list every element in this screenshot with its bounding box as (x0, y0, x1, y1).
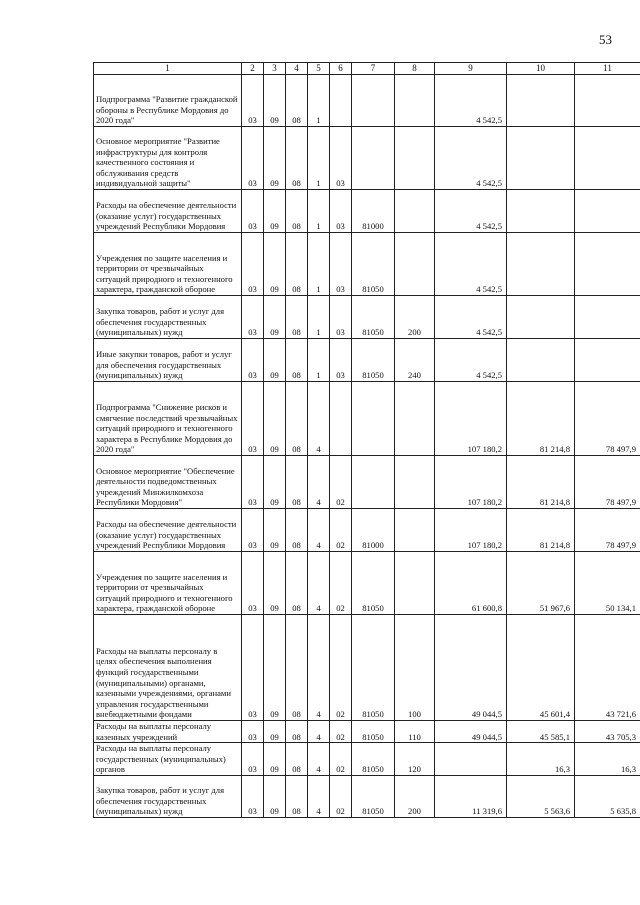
amount-cell: 107 180,2 (435, 382, 507, 456)
code-cell: 03 (242, 127, 264, 190)
amount-cell (575, 339, 640, 382)
amount-cell (575, 127, 640, 190)
amount-cell: 50 134,1 (575, 552, 640, 615)
code-cell: 03 (330, 339, 352, 382)
row-name-cell: Расходы на обеспечение деятельности (оказание услуг) государственных учреждений Республики Мордовия (94, 190, 242, 233)
row-name-cell: Расходы на выплаты персоналу в целях обеспечения выполнения функций государственными (муниципальными) органами, казенными учреждениями, органами управления государственными внебюджетными фондами (94, 615, 242, 721)
row-name-cell: Учреждения по защите населения и территории от чрезвычайных ситуаций природного и техногенного характера, гражданской обороне (94, 552, 242, 615)
amount-cell: 45 585,1 (507, 721, 575, 743)
amount-cell: 45 601,4 (507, 615, 575, 721)
code-cell: 03 (330, 233, 352, 296)
code-cell: 09 (264, 743, 286, 776)
code-cell: 03 (242, 743, 264, 776)
amount-cell: 81 214,8 (507, 456, 575, 509)
code-cell: 02 (330, 456, 352, 509)
code-cell (395, 75, 435, 127)
amount-cell: 51 967,6 (507, 552, 575, 615)
amount-cell (507, 233, 575, 296)
code-cell: 09 (264, 75, 286, 127)
code-cell: 09 (264, 552, 286, 615)
code-cell: 03 (242, 615, 264, 721)
amount-cell: 81 214,8 (507, 382, 575, 456)
code-cell: 120 (395, 743, 435, 776)
code-cell: 02 (330, 552, 352, 615)
table-row (94, 509, 640, 552)
amount-cell: 16,3 (507, 743, 575, 776)
code-cell: 02 (330, 775, 352, 817)
code-cell: 09 (264, 190, 286, 233)
amount-cell: 78 497,9 (575, 382, 640, 456)
code-cell: 81050 (352, 552, 395, 615)
amount-cell (575, 233, 640, 296)
code-cell: 1 (308, 75, 330, 127)
code-cell: 81050 (352, 775, 395, 817)
amount-cell: 5 563,6 (507, 775, 575, 817)
code-cell (395, 509, 435, 552)
code-cell: 1 (308, 296, 330, 339)
code-cell: 02 (330, 743, 352, 776)
code-cell: 81050 (352, 615, 395, 721)
code-cell: 03 (242, 233, 264, 296)
code-cell: 81050 (352, 339, 395, 382)
code-cell: 1 (308, 233, 330, 296)
row-name-cell: Основное мероприятие "Обеспечение деятельности подведомственных учреждений Минжилкомхоза Республики Мордовия" (94, 456, 242, 509)
amount-cell (575, 296, 640, 339)
code-cell: 09 (264, 339, 286, 382)
code-cell: 03 (242, 75, 264, 127)
code-cell: 03 (330, 296, 352, 339)
code-cell: 09 (264, 509, 286, 552)
amount-cell (507, 75, 575, 127)
table-row (94, 456, 640, 509)
code-cell: 08 (286, 456, 308, 509)
code-cell: 1 (308, 190, 330, 233)
code-cell: 08 (286, 615, 308, 721)
amount-cell: 78 497,9 (575, 509, 640, 552)
code-cell: 4 (308, 382, 330, 456)
code-cell: 03 (242, 339, 264, 382)
table-row (94, 233, 640, 296)
amount-cell: 49 044,5 (435, 615, 507, 721)
amount-cell: 4 542,5 (435, 233, 507, 296)
code-cell: 08 (286, 509, 308, 552)
table-row (94, 615, 640, 721)
code-cell: 03 (242, 721, 264, 743)
row-name-cell: Закупка товаров, работ и услуг для обеспечения государственных (муниципальных) нужд (94, 296, 242, 339)
code-cell (395, 382, 435, 456)
code-cell: 4 (308, 721, 330, 743)
code-cell: 4 (308, 615, 330, 721)
table-row (94, 552, 640, 615)
amount-cell: 81 214,8 (507, 509, 575, 552)
column-header-6: 6 (330, 63, 352, 75)
table-row (94, 721, 640, 743)
code-cell: 02 (330, 509, 352, 552)
code-cell: 81050 (352, 721, 395, 743)
amount-cell (507, 190, 575, 233)
code-cell: 03 (242, 190, 264, 233)
column-header-1: 1 (94, 63, 242, 75)
code-cell: 4 (308, 552, 330, 615)
amount-cell: 107 180,2 (435, 456, 507, 509)
row-name-cell: Подпрограмма "Снижение рисков и смягчение последствий чрезвычайных ситуаций природного и техногенного характера в Республике Мордовия до 2020 года" (94, 382, 242, 456)
code-cell: 200 (395, 775, 435, 817)
code-cell: 100 (395, 615, 435, 721)
row-name-cell: Подпрограмма "Развитие гражданской обороны в Республике Мордовия до 2020 года" (94, 75, 242, 127)
code-cell: 08 (286, 233, 308, 296)
table-row (94, 190, 640, 233)
code-cell (395, 190, 435, 233)
table-row (94, 75, 640, 127)
amount-cell: 4 542,5 (435, 296, 507, 339)
code-cell: 09 (264, 721, 286, 743)
code-cell: 08 (286, 296, 308, 339)
amount-cell: 49 044,5 (435, 721, 507, 743)
code-cell: 4 (308, 456, 330, 509)
amount-cell: 4 542,5 (435, 339, 507, 382)
amount-cell: 78 497,9 (575, 456, 640, 509)
code-cell: 08 (286, 75, 308, 127)
amount-cell: 107 180,2 (435, 509, 507, 552)
code-cell: 81050 (352, 743, 395, 776)
code-cell: 81000 (352, 190, 395, 233)
code-cell: 1 (308, 127, 330, 190)
code-cell: 09 (264, 775, 286, 817)
amount-cell (435, 743, 507, 776)
table-row (94, 339, 640, 382)
amount-cell: 11 319,6 (435, 775, 507, 817)
page-number: 53 (599, 32, 612, 47)
column-header-4: 4 (286, 63, 308, 75)
code-cell: 81050 (352, 296, 395, 339)
code-cell: 08 (286, 127, 308, 190)
code-cell (395, 233, 435, 296)
code-cell (352, 75, 395, 127)
column-header-7: 7 (352, 63, 395, 75)
code-cell (352, 456, 395, 509)
row-name-cell: Расходы на выплаты персоналу казенных учреждений (94, 721, 242, 743)
code-cell: 81000 (352, 509, 395, 552)
code-cell: 09 (264, 127, 286, 190)
amount-cell (507, 296, 575, 339)
amount-cell: 43 705,3 (575, 721, 640, 743)
amount-cell: 61 600,8 (435, 552, 507, 615)
code-cell (330, 75, 352, 127)
code-cell: 1 (308, 339, 330, 382)
code-cell: 09 (264, 296, 286, 339)
code-cell (395, 456, 435, 509)
amount-cell: 5 635,8 (575, 775, 640, 817)
code-cell: 03 (242, 296, 264, 339)
code-cell: 02 (330, 721, 352, 743)
code-cell: 4 (308, 775, 330, 817)
table-header-row (94, 63, 640, 75)
code-cell: 200 (395, 296, 435, 339)
code-cell: 09 (264, 456, 286, 509)
amount-cell: 4 542,5 (435, 190, 507, 233)
amount-cell: 43 721,6 (575, 615, 640, 721)
amount-cell: 16,3 (575, 743, 640, 776)
column-header-11: 11 (575, 63, 640, 75)
code-cell: 4 (308, 743, 330, 776)
budget-table (93, 62, 640, 818)
code-cell: 81050 (352, 233, 395, 296)
code-cell: 08 (286, 382, 308, 456)
amount-cell (575, 75, 640, 127)
row-name-cell: Расходы на выплаты персоналу государственных (муниципальных) органов (94, 743, 242, 776)
row-name-cell: Закупка товаров, работ и услуг для обеспечения государственных (муниципальных) нужд (94, 775, 242, 817)
code-cell: 03 (242, 382, 264, 456)
code-cell (395, 552, 435, 615)
code-cell: 02 (330, 615, 352, 721)
code-cell (352, 127, 395, 190)
row-name-cell: Иные закупки товаров, работ и услуг для обеспечения государственных (муниципальных) нужд (94, 339, 242, 382)
code-cell: 03 (242, 509, 264, 552)
amount-cell (507, 127, 575, 190)
code-cell: 08 (286, 743, 308, 776)
code-cell: 09 (264, 233, 286, 296)
table-row (94, 382, 640, 456)
code-cell: 03 (242, 775, 264, 817)
amount-cell: 4 542,5 (435, 127, 507, 190)
row-name-cell: Расходы на обеспечение деятельности (оказание услуг) государственных учреждений Республики Мордовия (94, 509, 242, 552)
code-cell (395, 127, 435, 190)
code-cell: 110 (395, 721, 435, 743)
code-cell: 09 (264, 615, 286, 721)
row-name-cell: Основное мероприятие "Развитие инфраструктуры для контроля качественного состояния и обслуживания средств индивидуальной защиты" (94, 127, 242, 190)
column-header-5: 5 (308, 63, 330, 75)
row-name-cell: Учреждения по защите населения и территории от чрезвычайных ситуаций природного и техногенного характера, гражданской обороне (94, 233, 242, 296)
code-cell: 03 (330, 190, 352, 233)
code-cell (352, 382, 395, 456)
column-header-9: 9 (435, 63, 507, 75)
amount-cell (575, 190, 640, 233)
code-cell: 08 (286, 721, 308, 743)
code-cell: 03 (242, 456, 264, 509)
table-row (94, 743, 640, 776)
amount-cell: 4 542,5 (435, 75, 507, 127)
code-cell: 03 (330, 127, 352, 190)
column-header-3: 3 (264, 63, 286, 75)
amount-cell (507, 339, 575, 382)
table-row (94, 127, 640, 190)
code-cell: 08 (286, 339, 308, 382)
column-header-2: 2 (242, 63, 264, 75)
column-header-8: 8 (395, 63, 435, 75)
code-cell: 4 (308, 509, 330, 552)
code-cell: 08 (286, 775, 308, 817)
code-cell: 03 (242, 552, 264, 615)
code-cell: 09 (264, 382, 286, 456)
table-row (94, 296, 640, 339)
code-cell: 08 (286, 552, 308, 615)
table-row (94, 775, 640, 817)
code-cell (330, 382, 352, 456)
column-header-10: 10 (507, 63, 575, 75)
code-cell: 240 (395, 339, 435, 382)
code-cell: 08 (286, 190, 308, 233)
